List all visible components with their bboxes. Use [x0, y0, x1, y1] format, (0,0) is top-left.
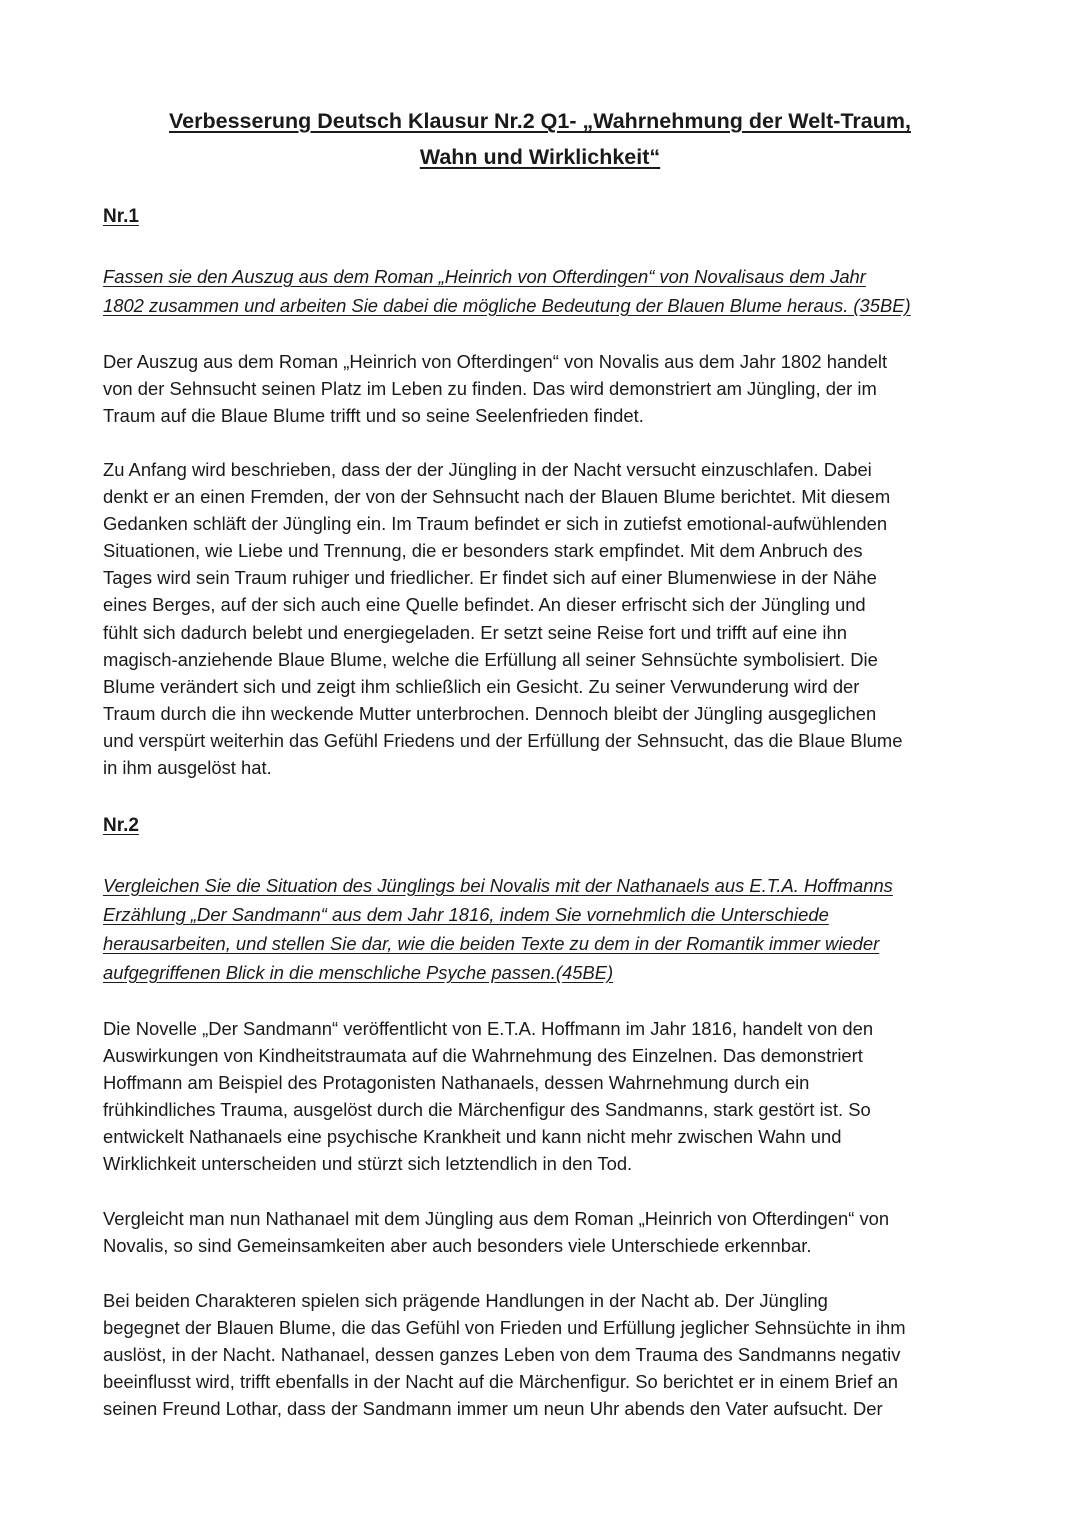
text-line: Die Novelle „Der Sandmann“ veröffentlicht von E.T.A. Hoffmann im Jahr 1816, handelt von den — [103, 1018, 874, 1039]
text-line: in ihm ausgelöst hat. — [103, 757, 272, 779]
section-2-heading: Nr.2 — [103, 815, 139, 836]
text-line: auslöst, in der Nacht. Nathanael, dessen ganzes Leben von dem Trauma des Sandmanns negativ — [103, 1344, 901, 1366]
text-line: Situationen, wie Liebe und Trennung, die er besonders stark empfindet. Mit dem Anbruch des — [103, 540, 863, 562]
text-line: Bei beiden Charakteren spielen sich prägende Handlungen in der Nacht ab. Der Jüngling — [103, 1290, 828, 1311]
task-line: Fassen sie den Auszug aus dem Roman „Heinrich von Ofterdingen“ von Novalisaus dem Jahr — [103, 266, 866, 287]
text-line: Traum auf die Blaue Blume trifft und so seine Seelenfrieden findet. — [103, 405, 644, 427]
text-line: von der Sehnsucht seinen Platz im Leben zu finden. Das wird demonstriert am Jüngling, der im — [103, 378, 877, 400]
section-2-paragraph-3 — [103, 1287, 983, 1422]
text-line: und verspürt weiterhin das Gefühl Friedens und der Erfüllung der Sehnsucht, das die Blaue Blume — [103, 729, 903, 751]
text-line: Blume verändert sich und zeigt ihm schließlich ein Gesicht. Zu seiner Verwunderung wird der — [103, 675, 860, 697]
text-line: Gedanken schläft der Jüngling ein. Im Traum befindet er sich in zutiefst emotional-aufwühlenden — [103, 513, 888, 535]
text-line: Der Auszug aus dem Roman „Heinrich von Ofterdingen“ von Novalis aus dem Jahr 1802 handelt — [103, 351, 888, 372]
section-2-paragraph-1 — [103, 1015, 983, 1178]
title-line-1: Verbesserung Deutsch Klausur Nr.2 Q1- „Wahrnehmung der Welt-Traum, — [169, 109, 911, 133]
task-line: herausarbeiten, und stellen Sie dar, wie die beiden Texte zu dem in der Romantik immer wieder — [103, 933, 880, 954]
text-line: entwickelt Nathanaels eine psychische Krankheit und kann nicht mehr zwischen Wahn und — [103, 1126, 842, 1148]
text-line: Vergleicht man nun Nathanael mit dem Jüngling aus dem Roman „Heinrich von Ofterdingen“ von — [103, 1208, 890, 1229]
text-line: Tages wird sein Traum ruhiger und friedlicher. Er findet sich auf einer Blumenwiese in der Nähe — [103, 567, 877, 589]
section-1-paragraph-2 — [103, 456, 983, 781]
text-line: Hoffmann am Beispiel des Protagonisten Nathanaels, dessen Wahrnehmung durch ein — [103, 1072, 810, 1094]
text-line: fühlt sich dadurch belebt und energiegeladen. Er setzt seine Reise fort und trifft auf eine ihn — [103, 621, 847, 643]
document-title — [103, 103, 977, 175]
text-line: begegnet der Blauen Blume, die das Gefühl von Frieden und Erfüllung jeglicher Sehnsüchte in ihm — [103, 1317, 906, 1339]
text-line: denkt er an einen Fremden, der von der Sehnsucht nach der Blauen Blume berichtet. Mit diesem — [103, 486, 891, 508]
task-line: Erzählung „Der Sandmann“ aus dem Jahr 1816, indem Sie vornehmlich die Unterschiede — [103, 904, 829, 925]
section-1-heading: Nr.1 — [103, 206, 139, 227]
text-line: frühkindliches Trauma, ausgelöst durch die Märchenfigur des Sandmanns, stark gestört ist. So — [103, 1099, 871, 1121]
text-line: Auswirkungen von Kindheitstraumata auf die Wahrnehmung des Einzelnen. Das demonstriert — [103, 1045, 863, 1067]
text-line: Novalis, so sind Gemeinsamkeiten aber auch besonders viele Unterschiede erkennbar. — [103, 1235, 812, 1257]
section-1-paragraph-1 — [103, 348, 983, 429]
title-line-2: Wahn und Wirklichkeit“ — [419, 145, 661, 169]
text-line: Traum durch die ihn weckende Mutter unterbrochen. Dennoch bleibt der Jüngling ausgeglichen — [103, 702, 877, 724]
text-line: seinen Freund Lothar, dass der Sandmann immer um neun Uhr abends den Vater aufsucht. Der — [103, 1398, 883, 1420]
section-2-task — [103, 871, 983, 987]
text-line: Wirklichkeit unterscheiden und stürzt sich letztendlich in den Tod. — [103, 1153, 633, 1175]
task-line: Vergleichen Sie die Situation des Jünglings bei Novalis mit der Nathanaels aus E.T.A. Hoffmanns — [103, 875, 893, 896]
text-line: eines Berges, auf der sich auch eine Quelle befindet. An dieser erfrischt sich der Jüngling und — [103, 594, 866, 616]
section-1-task — [103, 262, 983, 320]
task-line: aufgegriffenen Blick in die menschliche Psyche passen.(45BE) — [103, 962, 614, 983]
section-2-paragraph-2 — [103, 1205, 983, 1259]
text-line: beeinflusst wird, trifft ebenfalls in der Nacht auf die Märchenfigur. So berichtet er in einem Brief an — [103, 1371, 898, 1393]
task-line: 1802 zusammen und arbeiten Sie dabei die mögliche Bedeutung der Blauen Blume heraus. (35BE) — [103, 295, 911, 316]
text-line: magisch-anziehende Blaue Blume, welche die Erfüllung all seiner Sehnsüchte symbolisiert. Die — [103, 648, 878, 670]
text-line: Zu Anfang wird beschrieben, dass der der Jüngling in der Nacht versucht einzuschlafen. Dabei — [103, 459, 872, 480]
